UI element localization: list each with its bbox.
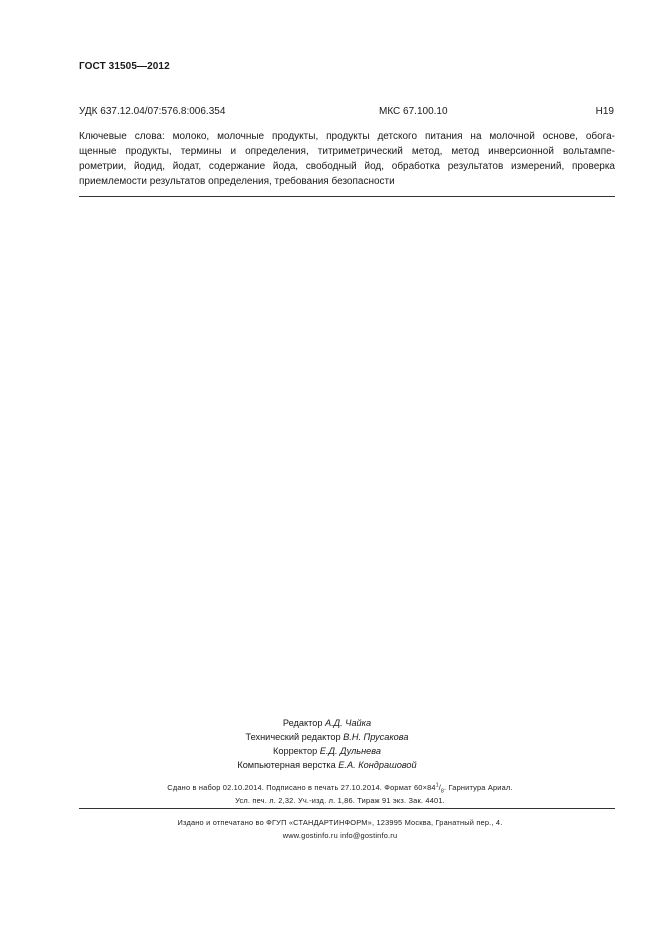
- keywords-paragraph: [79, 129, 615, 189]
- publisher-info: [120, 816, 560, 842]
- editor-label: Редактор: [282, 718, 325, 728]
- tech-editor-row: [200, 730, 454, 744]
- classification-row: [79, 106, 614, 120]
- top-divider: [79, 196, 615, 197]
- publisher-contacts: www.gostinfo.ru info@gostinfo.ru: [282, 831, 398, 840]
- format-fraction: $^1/_8$: [435, 782, 444, 795]
- keywords-line: рометрии, йодид, йодат, содержание йода, свободный йод, обработка результатов измерений, проверка: [79, 161, 615, 172]
- print-info-line1-end: . Гарнитура Ариал.: [443, 783, 513, 792]
- standard-number: ГОСТ 31505—2012: [79, 61, 170, 72]
- layout-row: [200, 758, 454, 772]
- bottom-divider: [79, 808, 615, 809]
- corrector-name: Е.Д. Дульнева: [319, 746, 381, 756]
- udk-code: УДК 637.12.04/07:576.8:006.354: [79, 106, 226, 117]
- category-code: Н19: [595, 106, 614, 117]
- editorial-credits: [200, 716, 454, 772]
- layout-name: Е.А. Кондрашовой: [338, 760, 417, 770]
- print-info-line1: [120, 781, 560, 794]
- corrector-label: Корректор: [273, 746, 320, 756]
- publisher-address: Издано и отпечатано во ФГУП «СТАНДАРТИНФОРМ», 123995 Москва, Гранатный пер., 4.: [177, 818, 503, 827]
- tech-editor-name: В.Н. Прусакова: [343, 732, 409, 742]
- mks-code: МКС 67.100.10: [379, 106, 448, 117]
- fraction-denominator: 8: [440, 788, 444, 795]
- layout-label: Компьютерная верстка: [237, 760, 339, 770]
- fraction-numerator: 1: [435, 782, 439, 789]
- corrector-row: [200, 744, 454, 758]
- print-info-line1-start: Сдано в набор 02.10.2014. Подписано в печать 27.10.2014. Формат 60×84: [167, 783, 436, 792]
- keywords-line: щенные продукты, термины и определения, титриметрический метод, метод инверсионной вольтампе-: [79, 146, 615, 157]
- print-info: [120, 781, 560, 807]
- editor-row: [200, 716, 454, 730]
- editor-name: А.Д. Чайка: [325, 718, 372, 728]
- keywords-line: приемлемости результатов определения, требования безопасности: [79, 176, 395, 187]
- tech-editor-label: Технический редактор: [245, 732, 344, 742]
- keywords-line: Ключевые слова: молоко, молочные продукты, продукты детского питания на молочной основе, обога-: [79, 131, 615, 142]
- print-info-line2: Усл. печ. л. 2,32. Уч.-изд. л. 1,86. Тираж 91 экз. Зак. 4401.: [235, 796, 445, 805]
